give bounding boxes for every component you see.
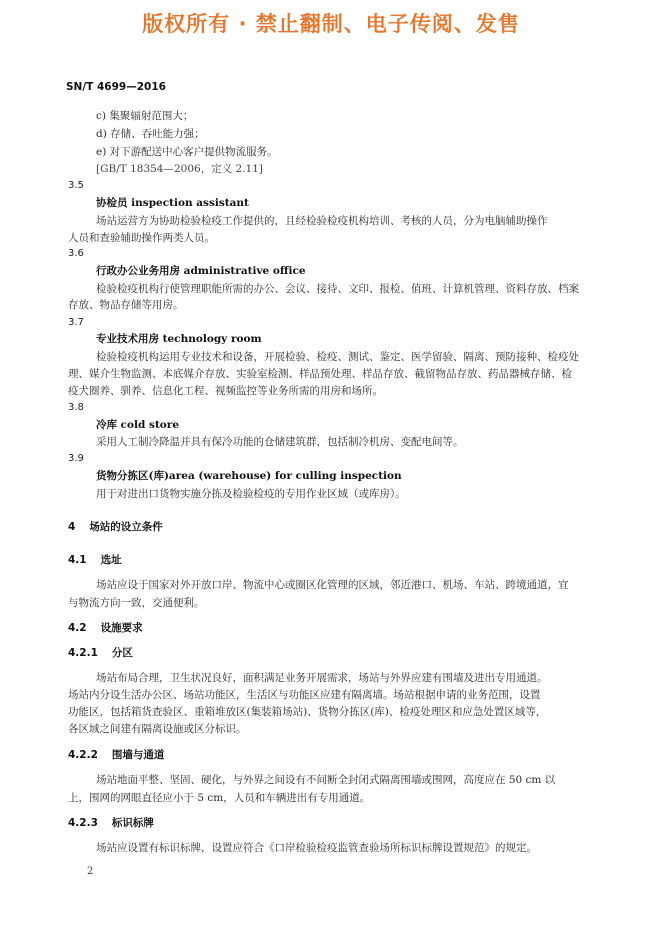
- term-number: 3.8: [68, 402, 84, 413]
- term-number: 3.9: [68, 453, 84, 464]
- subsection-title: 围墙与通道: [111, 749, 165, 761]
- subsection-number: 4.2.3: [68, 817, 98, 829]
- paragraph-line: 与物流方向一致，交通便利。: [68, 597, 205, 609]
- list-item: d) 存储、吞吐能力强；: [96, 128, 205, 140]
- copyright-watermark: 版权所有 · 禁止翻制、电子传阅、发售: [142, 12, 520, 36]
- term-name: 冷库 cold store: [96, 419, 180, 431]
- section-title: 场站的设立条件: [89, 521, 163, 533]
- page-number: 2: [87, 866, 94, 877]
- subsection-title: 选址: [100, 554, 122, 566]
- citation: [GB/T 18354—2006，定义 2.11]: [96, 163, 264, 175]
- term-definition-line: 疫犬圈养、驯养、信息化工程、视频监控等业务所需的用房和场所。: [68, 385, 383, 397]
- subsection-number: 4.1: [68, 554, 87, 566]
- term-number: 3.5: [68, 180, 84, 191]
- subsection-title: 设施要求: [100, 622, 143, 634]
- subsection-heading: [68, 748, 164, 762]
- list-item: e) 对下游配送中心客户提供物流服务。: [96, 146, 278, 158]
- term-definition-line: 用于对进出口货物实施分拣及检验检疫的专用作业区域（或库房）。: [96, 488, 406, 500]
- subsection-heading: [68, 553, 122, 567]
- paragraph-line: 场站应设置有标识标牌，设置应符合《口岸检验检疫监管查验场所标识标牌设置规范》的规定。: [96, 842, 537, 854]
- term-definition-line: 检验检疫机构运用专业技术和设备，开展检验、检疫、测试、鉴定、医学留验、隔离、预防接种、检疫处: [96, 351, 579, 363]
- term-name: 专业技术用房 technology room: [96, 333, 262, 345]
- section-number: 4: [68, 521, 76, 533]
- paragraph-line: 场站应设于国家对外开放口岸、物流中心或圈区化管理的区域，邻近港口、机场、车站、跨境通道，宜: [96, 579, 569, 591]
- subsection-title: 标识标牌: [111, 817, 154, 829]
- term-number: 3.6: [68, 248, 84, 259]
- section-heading: [68, 520, 163, 534]
- subsection-heading: [68, 646, 133, 660]
- paragraph-line: 各区域之间建有隔离设施或区分标识。: [68, 723, 247, 735]
- term-definition-line: 存放、物品存储等用房。: [68, 299, 184, 311]
- list-item: c) 集聚辐射范围大；: [96, 110, 194, 122]
- term-name: 协检员 inspection assistant: [96, 197, 249, 209]
- paragraph-line: 场站内分设生活办公区、场站功能区，生活区与功能区应建有隔离墙。场站根据申请的业务范围，设置: [68, 689, 541, 701]
- subsection-number: 4.2.1: [68, 647, 98, 659]
- term-name: 行政办公业务用房 administrative office: [96, 265, 306, 277]
- term-definition-line: 场站运营方为协助检验检疫工作提供的，且经检验检疫机构培训、考核的人员，分为电脑辅助操作: [96, 215, 548, 227]
- paragraph-line: 上，围网的网眼直径应小于 5 cm，人员和车辆进出有专用通道。: [68, 792, 371, 804]
- term-definition-line: 检验检疫机构行使管理职能所需的办公、会议、接待、文印、报检、值班、计算机管理、资料存放、档案: [96, 283, 579, 295]
- term-definition-line: 采用人工制冷降温并具有保冷功能的仓储建筑群，包括制冷机房、变配电间等。: [96, 436, 464, 448]
- paragraph-line: 场站地面平整、坚固、硬化，与外界之间设有不间断全封闭式隔离围墙或围网，高度应在 50 cm 以: [96, 774, 556, 786]
- subsection-number: 4.2.2: [68, 749, 98, 761]
- subsection-heading: [68, 621, 143, 635]
- term-name: 货物分拣区(库)area (warehouse) for culling inspection: [96, 470, 402, 482]
- standard-number: SN/T 4699—2016: [66, 81, 166, 93]
- subsection-number: 4.2: [68, 622, 87, 634]
- term-number: 3.7: [68, 317, 84, 328]
- term-definition-line: 理、媒介生物监测、本底媒介存放、实验室检测、样品预处理、样品存放、截留物品存放、药品器械存储、检: [68, 368, 572, 380]
- term-definition-line: 人员和查验辅助操作两类人员。: [68, 232, 215, 244]
- paragraph-line: 功能区，包括箱货查验区、重箱堆放区(集装箱场站)、货物分拣区(库)、检疫处理区和应急处置区域等，: [68, 706, 547, 718]
- subsection-title: 分区: [111, 647, 133, 659]
- paragraph-line: 场站布局合理，卫生状况良好，面积满足业务开展需求，场站与外界应建有围墙及进出专用通道。: [96, 672, 548, 684]
- subsection-heading: [68, 816, 154, 830]
